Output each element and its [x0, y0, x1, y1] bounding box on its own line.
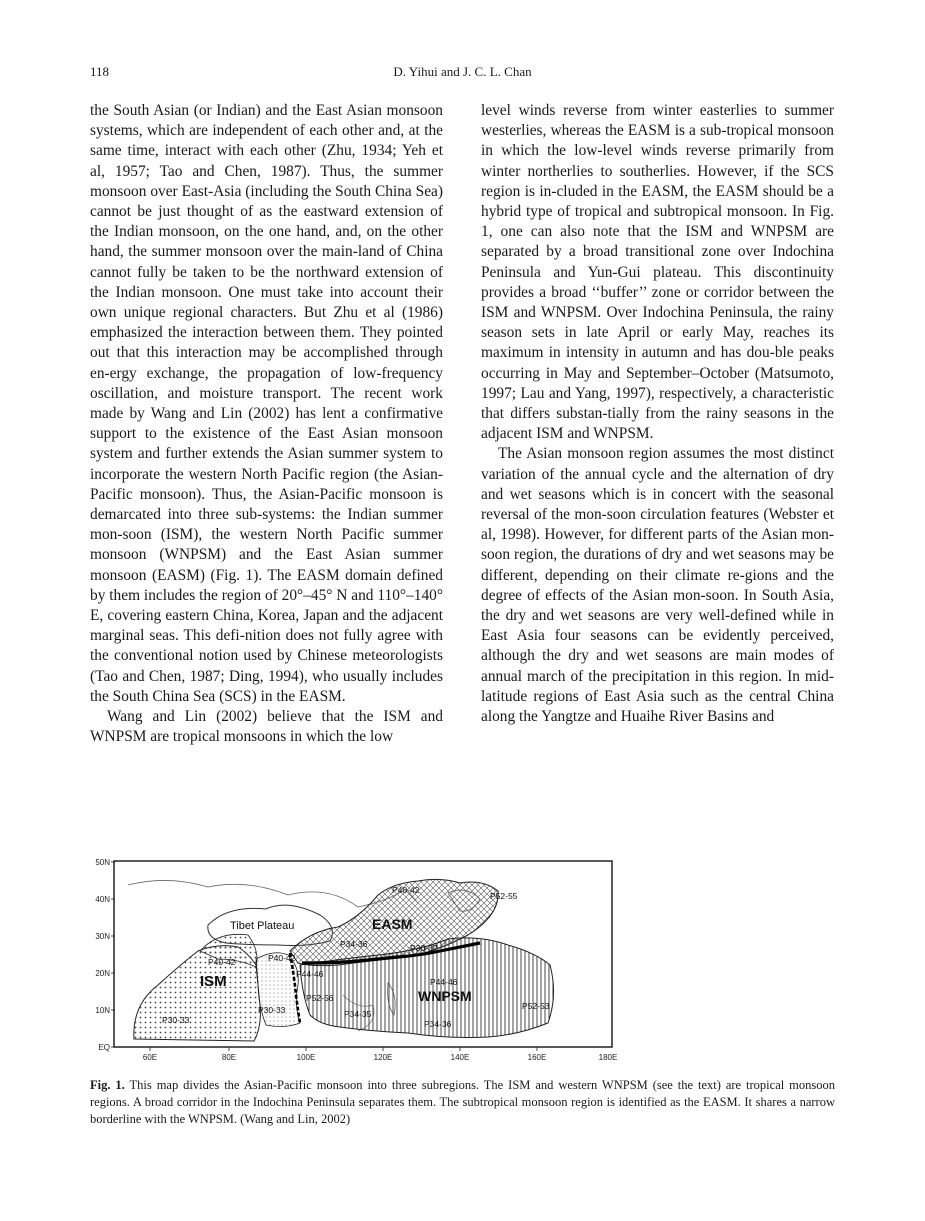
pentad-label: P30-33: [162, 1015, 190, 1025]
x-tick-label: 140E: [450, 1053, 470, 1062]
x-tick-label: 100E: [296, 1053, 316, 1062]
y-tick-label: EQ: [98, 1043, 110, 1052]
pentad-label: P52-53: [522, 1001, 550, 1011]
figure-caption: [90, 1077, 835, 1128]
pentad-label: P44-46: [296, 969, 324, 979]
pentad-label: P34-35: [344, 1009, 372, 1019]
region-label-wnpsm: WNPSM: [418, 988, 472, 1004]
pentad-label: P40-42: [392, 885, 420, 895]
figure-map: [88, 855, 628, 1065]
left-column: [90, 101, 443, 748]
region-label-easm: EASM: [372, 916, 413, 932]
page-number: 118: [90, 64, 110, 79]
y-tick-label: 30N: [95, 932, 110, 941]
paragraph: Wang and Lin (2002) believe that the ISM and WNPSM are tropical monsoons in which the low: [90, 708, 443, 746]
paragraph: The Asian monsoon region assumes the most distinct variation of the annual cycle and the alternation of dry and wet seasons which is in concert with the seasonal reversal of the mon-soon circulation features (Webster et al, 1998). However, for different parts of the Asian mon-soon region, the durations of dry and wet seasons may be different, depending on their climate re-gions and the degree of effects of the Asian mon-soon. In South Asia, the dry and wet seasons are very well-defined while in East Asia four seasons can be evidently perceived, although the dry and wet seasons are main modes of annual march of the precipitation in this region. In mid-latitude regions of East Asia such as the central China along the Yangtze and Huaihe River Basins and: [481, 445, 834, 726]
pentad-label: P30-32: [410, 943, 438, 953]
pentad-label: P34-36: [424, 1019, 452, 1029]
paragraph: the South Asian (or Indian) and the East Asian monsoon systems, which are independent of each other and, at the same time, interact with each other (Zhu, 1934; Yeh et al, 1957; Tao and Chen, 1987). Thus, the summer monsoon over East-Asia (including the South China Sea) cannot be just thought of as the eastward extension of the Indian monsoon, on the one hand, and, on the other hand, the summer monsoon over the main-land of China cannot fully be taken to be the northward extension of the Indian monsoon. One must take into account their own unique regional characters. But Zhu et al (1986) emphasized the interaction between them. They pointed out that this interaction may be accomplished through en-ergy exchange, the propagation of low-frequency oscillation, and moisture transport. The recent work made by Wang and Lin (2002) has lent a confirmative support to the existence of the East Asian monsoon system and further extends the Asian summer system to incorporate the western North Pacific region (the Asian-Pacific monsoon). Thus, the Asian-Pacific monsoon is demarcated into three sub-systems: the Indian summer mon-soon (ISM), the western North Pacific summer monsoon (WNPSM) and the East Asian summer monsoon (EASM) (Fig. 1). The EASM domain defined by them includes the region of 20°–45° N and 110°–140° E, covering eastern China, Korea, Japan and the adjacent marginal seas. This defi-nition does not fully agree with the conventional notion used by Chinese meteorologists (Tao and Chen, 1987; Ding, 1994), who usually includes the South China Sea (SCS) in the EASM.: [90, 102, 443, 705]
paragraph: level winds reverse from winter easterlies to summer westerlies, whereas the EASM is a sub-tropical monsoon in which the low-level winds reverse primarily from winter northerlies to southerlies. However, if the SCS region is in-cluded in the EASM, the EASM should be a hybrid type of tropical and subtropical monsoon. In Fig. 1, one can also note that the ISM and WNPSM are separated by a broad transitional zone over Indochina Peninsula and Yun-Gui plateau. This discontinuity provides a broad ‘‘buffer’’ zone or corridor between the ISM and WNPSM. Over Indochina Peninsula, the rainy season sets in late April or early May, reaches its maximum in intensity in autumn and has dou-ble peaks occurring in May and September–October (Matsumoto, 1997; Lau and Yang, 1997), respectively, a characteristic that differs substan-tially from the rainy seasons in the adjacent ISM and WNPSM.: [481, 102, 834, 443]
monsoon-map: [88, 855, 628, 1065]
y-tick-label: 20N: [95, 969, 110, 978]
y-tick-label: 50N: [95, 858, 110, 867]
x-tick-label: 120E: [373, 1053, 393, 1062]
pentad-label: P44-46: [430, 977, 458, 987]
caption-label: Fig. 1.: [90, 1078, 125, 1092]
pentad-label: P40-42: [208, 957, 236, 967]
region-label-tibet: Tibet Plateau: [230, 920, 295, 932]
running-header: [90, 64, 835, 84]
region-label-ism: ISM: [200, 973, 227, 990]
running-head: D. Yihui and J. C. L. Chan: [393, 64, 532, 79]
pentad-label: P52-56: [306, 993, 334, 1003]
pentad-label: P40-42: [268, 953, 296, 963]
x-tick-label: 180E: [598, 1053, 618, 1062]
pentad-label: P30-33: [258, 1005, 286, 1015]
x-tick-label: 60E: [142, 1053, 158, 1062]
pentad-label: P52-55: [490, 891, 518, 901]
right-column: [481, 101, 834, 727]
x-tick-label: 160E: [527, 1053, 547, 1062]
y-tick-label: 10N: [95, 1006, 110, 1015]
pentad-label: P34-36: [340, 939, 368, 949]
x-tick-label: 80E: [221, 1053, 237, 1062]
indochina-corridor: [256, 953, 300, 1027]
caption-text: This map divides the Asian-Pacific monsoon into three subregions. The ISM and western WNPSM (see the text) are tropical monsoon regions. A broad corridor in the Indochina Peninsula separates them. The subtropical monsoon region is identified as the EASM. It shares a narrow borderline with the WNPSM. (Wang and Lin, 2002): [90, 1078, 835, 1126]
y-tick-label: 40N: [95, 895, 110, 904]
